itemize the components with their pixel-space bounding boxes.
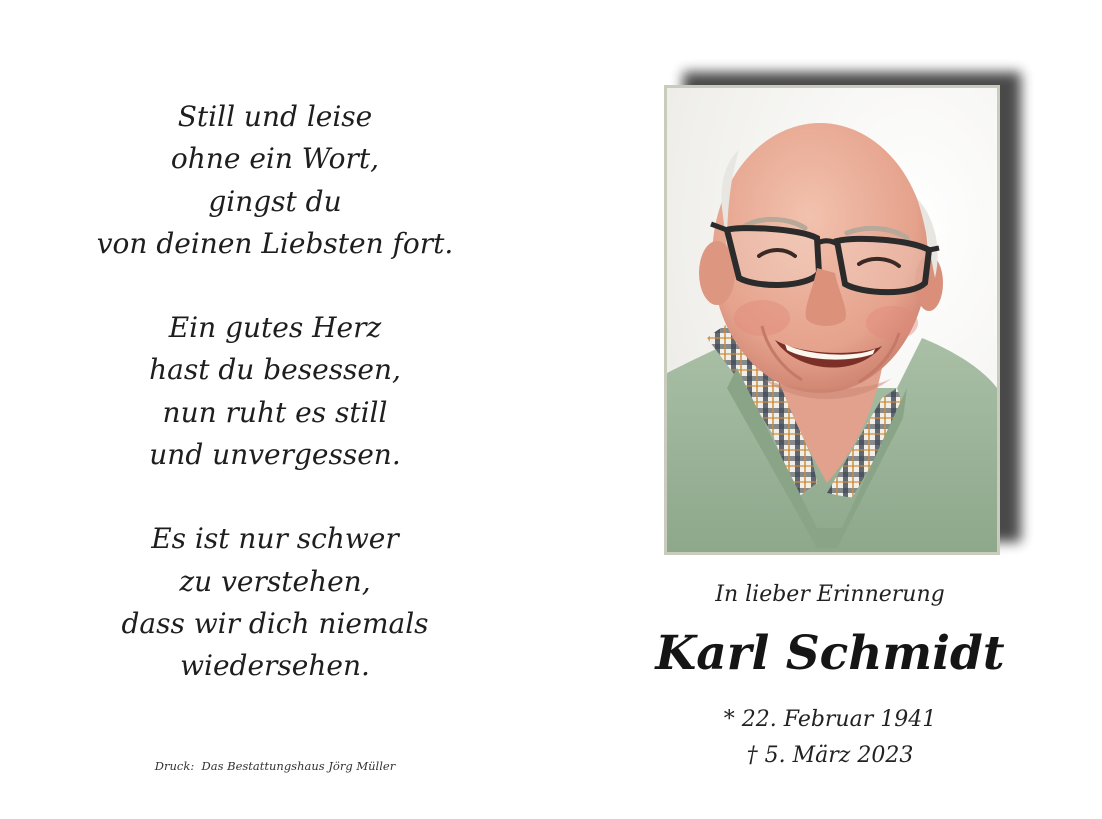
portrait-illustration [667, 88, 997, 552]
deceased-name: Karl Schmidt [655, 626, 1005, 681]
birth-date: * 22. Februar 1941 [723, 707, 937, 732]
poem-line: Still und leise [177, 100, 373, 133]
poem-line: dass wir dich niemals [121, 606, 429, 640]
poem-line: Ein gutes Herz [168, 311, 382, 345]
poem-line: gingst du [208, 184, 342, 218]
poem-stanza-1 [60, 96, 490, 265]
printer-imprint: Druck: Das Bestattungshaus Jörg Müller [154, 759, 396, 773]
memorial-heading: In lieber Erinnerung [715, 582, 945, 607]
poem-line: Es ist nur schwer [151, 522, 399, 556]
poem-stanza-3 [60, 518, 490, 687]
poem-line: ohne ein Wort, [170, 142, 380, 176]
poem-stanza-2 [60, 307, 490, 476]
poem-line: nun ruht es still [162, 395, 388, 429]
poem-line: wiedersehen. [180, 649, 370, 683]
poem-line: zu verstehen, [179, 564, 371, 598]
poem [60, 96, 490, 688]
death-date: † 5. März 2023 [746, 743, 914, 768]
life-dates [640, 702, 1020, 774]
poem-line: und unvergessen. [149, 438, 401, 472]
poem-line: hast du besessen, [149, 353, 401, 387]
portrait-photo [664, 85, 1000, 555]
poem-line: von deinen Liebsten fort. [96, 226, 454, 260]
